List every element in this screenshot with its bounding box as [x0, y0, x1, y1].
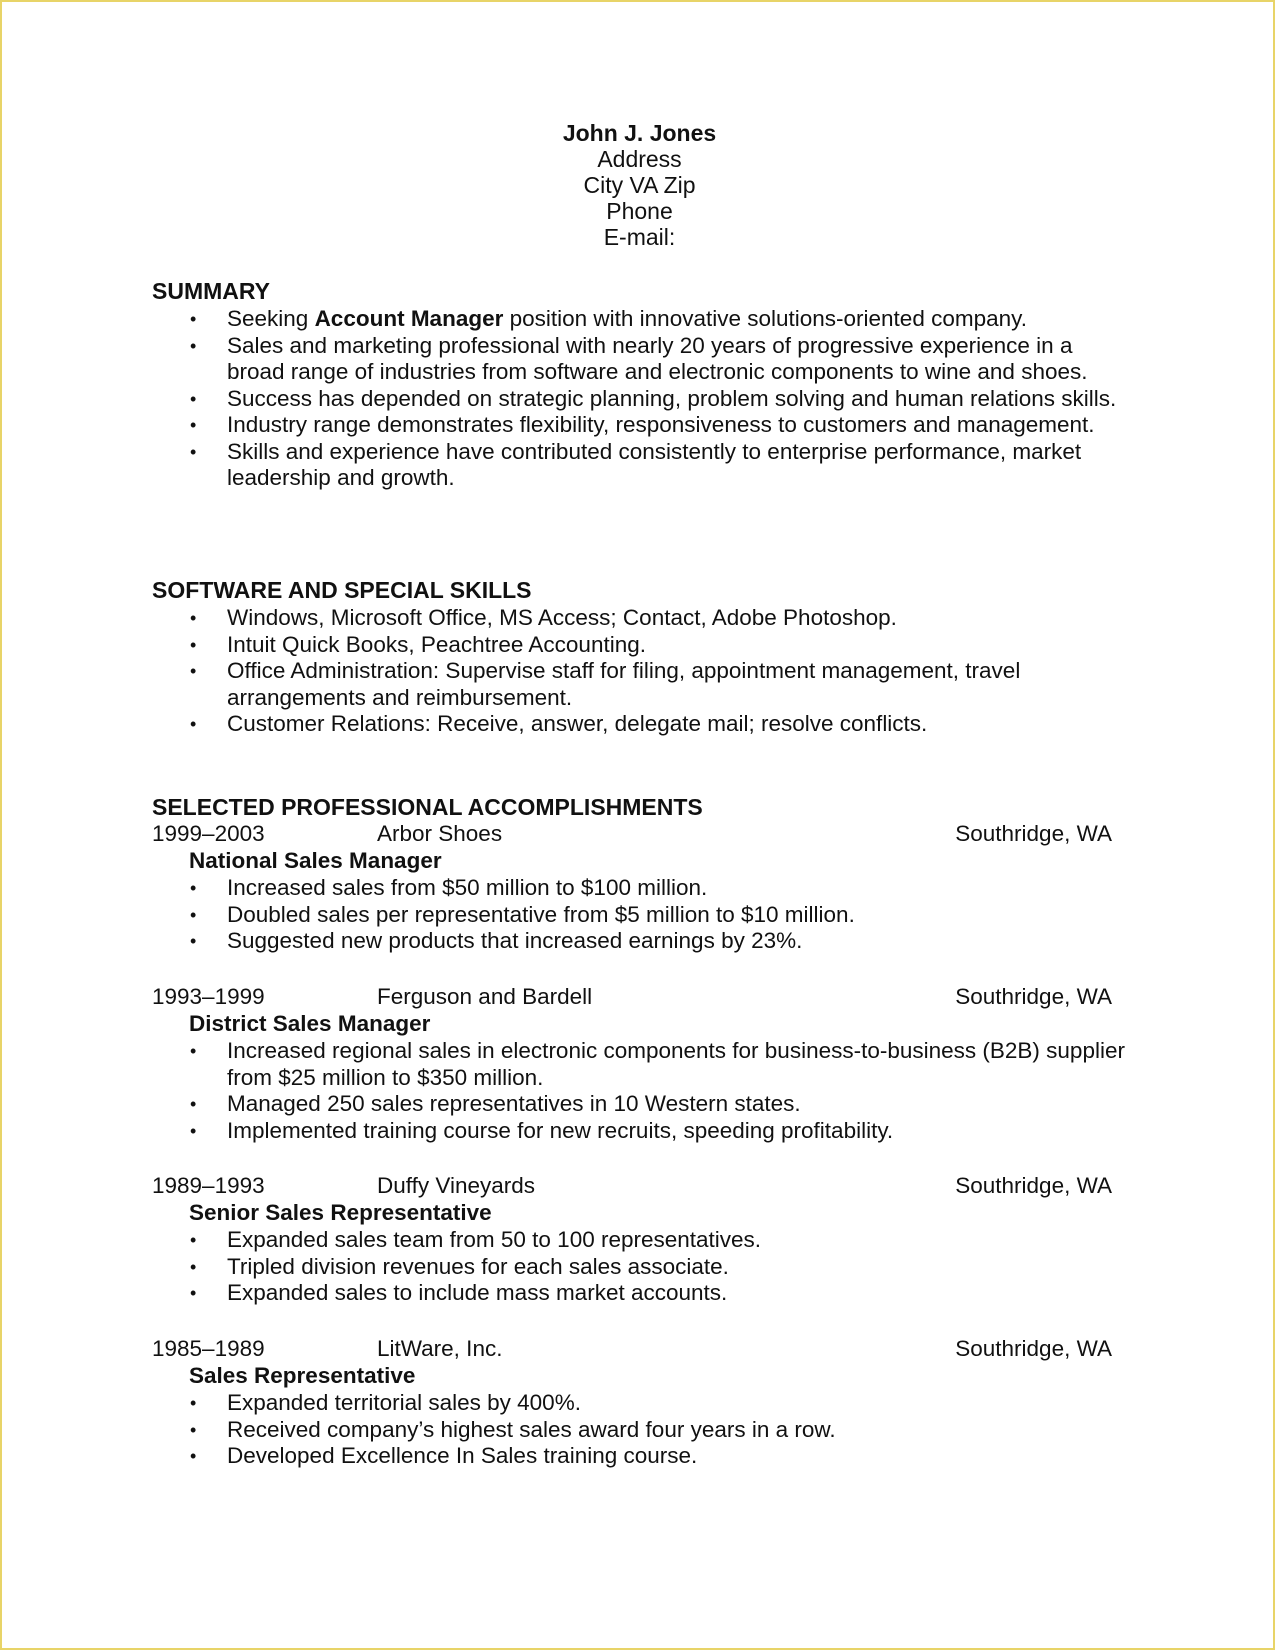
summary-item: • Industry range demonstrates flexibility, responsiveness to customers and management.	[152, 412, 1132, 439]
job-bullet: • Implemented training course for new recruits, speeding profitability.	[152, 1118, 1132, 1145]
skills-item: • Customer Relations: Receive, answer, delegate mail; resolve conflicts.	[152, 711, 1132, 738]
job-bullet: • Developed Excellence In Sales training course.	[152, 1443, 1132, 1470]
job-location: Southridge, WA	[955, 1173, 1112, 1198]
job-company: LitWare, Inc.	[377, 1336, 503, 1361]
contact-city: City VA Zip	[583, 172, 696, 198]
job-title: Sales Representative	[189, 1363, 416, 1388]
job-dates: 1985–1989	[152, 1336, 265, 1361]
job-header	[152, 1172, 1112, 1199]
job-title: District Sales Manager	[189, 1011, 431, 1036]
summary-item-bold: Account Manager	[314, 306, 504, 331]
job-dates: 1993–1999	[152, 984, 265, 1009]
job-bullets	[152, 875, 1132, 955]
job-bullet: • Tripled division revenues for each sales associate.	[152, 1254, 1132, 1281]
job-bullet: • Expanded sales to include mass market accounts.	[152, 1280, 1132, 1307]
accomplishments-heading: SELECTED PROFESSIONAL ACCOMPLISHMENTS	[152, 794, 703, 820]
summary-item	[152, 306, 1132, 333]
job-bullet: • Increased sales from $50 million to $100 million.	[152, 875, 1132, 902]
job-bullet: • Received company’s highest sales award four years in a row.	[152, 1417, 1132, 1444]
job-header	[152, 820, 1112, 847]
job-company: Duffy Vineyards	[377, 1173, 536, 1198]
contact-email: E-mail:	[603, 224, 676, 250]
job-location: Southridge, WA	[955, 821, 1112, 846]
job-company: Arbor Shoes	[377, 821, 503, 846]
summary-item-suffix: position with innovative solutions-oriented company.	[503, 306, 1027, 331]
job-bullet: • Expanded sales team from 50 to 100 representatives.	[152, 1227, 1132, 1254]
job-bullets	[152, 1227, 1132, 1307]
summary-heading: SUMMARY	[152, 278, 270, 304]
job-header	[152, 983, 1112, 1010]
contact-phone: Phone	[606, 198, 673, 224]
job-dates: 1999–2003	[152, 821, 265, 846]
contact-header	[2, 120, 1275, 250]
job-location: Southridge, WA	[955, 984, 1112, 1009]
job-bullets	[152, 1038, 1132, 1144]
summary-item-prefix: Seeking	[227, 306, 315, 331]
summary-list	[152, 306, 1132, 492]
job-dates: 1989–1993	[152, 1173, 265, 1198]
skills-item: • Office Administration: Supervise staff for filing, appointment management, travel arrangements and reimbursement.	[152, 658, 1132, 711]
job-bullet: • Increased regional sales in electronic components for business-to-business (B2B) supplier from $25 million to $350 million.	[152, 1038, 1132, 1091]
skills-heading: SOFTWARE AND SPECIAL SKILLS	[152, 577, 532, 603]
job-bullets	[152, 1390, 1132, 1470]
job-bullet: • Doubled sales per representative from $5 million to $10 million.	[152, 902, 1132, 929]
skills-item: • Intuit Quick Books, Peachtree Accounting.	[152, 632, 1132, 659]
contact-name: John J. Jones	[562, 120, 717, 146]
job-title: National Sales Manager	[189, 848, 442, 873]
job-bullet: • Suggested new products that increased earnings by 23%.	[152, 928, 1132, 955]
skills-item: • Windows, Microsoft Office, MS Access; Contact, Adobe Photoshop.	[152, 605, 1132, 632]
skills-list	[152, 605, 1132, 738]
job-location: Southridge, WA	[955, 1336, 1112, 1361]
job-bullet: • Expanded territorial sales by 400%.	[152, 1390, 1132, 1417]
job-title: Senior Sales Representative	[189, 1200, 492, 1225]
job-header	[152, 1335, 1112, 1362]
summary-item: • Skills and experience have contributed consistently to enterprise performance, market leadership and growth.	[152, 439, 1132, 492]
contact-address: Address	[597, 146, 682, 172]
job-company: Ferguson and Bardell	[377, 984, 593, 1009]
job-bullet: • Managed 250 sales representatives in 10 Western states.	[152, 1091, 1132, 1118]
summary-item: • Success has depended on strategic planning, problem solving and human relations skills.	[152, 386, 1132, 413]
summary-item: • Sales and marketing professional with nearly 20 years of progressive experience in a broad range of industries from software and electronic components to wine and shoes.	[152, 333, 1132, 386]
